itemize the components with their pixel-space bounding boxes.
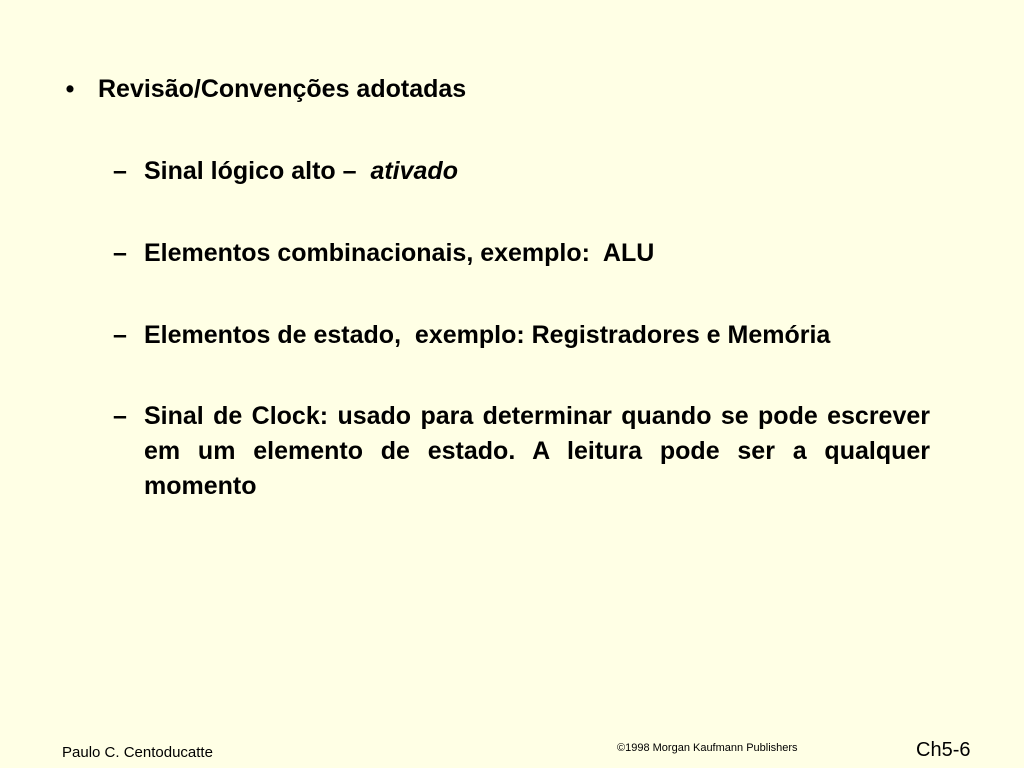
- bullet-dot-icon: •: [65, 75, 75, 103]
- sub-bullet-text: Sinal de Clock: usado para determinar quando se pode escrever em um elemento de estado. A leitura pode ser a qualquer momento: [144, 402, 930, 500]
- footer-copyright: [617, 741, 798, 755]
- copyright-icon: ©: [617, 742, 626, 754]
- sub-bullet: [110, 318, 930, 353]
- dash-icon: –: [113, 239, 127, 267]
- dash-icon: –: [113, 402, 127, 430]
- dash-icon: –: [113, 157, 127, 185]
- sub-bullet-text-plain: Sinal lógico alto –: [144, 157, 371, 185]
- dash-icon: –: [113, 321, 127, 349]
- sub-bullet: [110, 236, 930, 271]
- sub-bullet-text: Elementos combinacionais, exemplo: ALU: [144, 239, 655, 267]
- sub-bullet-text: [144, 154, 930, 189]
- sub-bullet-emphasis: ativado: [370, 157, 458, 185]
- copyright-text: 1998 Morgan Kaufmann Publishers: [625, 742, 798, 754]
- footer-author: Paulo C. Centoducatte: [62, 744, 213, 761]
- page-number: Ch5-6: [916, 739, 971, 761]
- sub-bullet-text: Elementos de estado, exemplo: Registradores e Memória: [144, 321, 831, 349]
- sub-bullet: [110, 399, 930, 504]
- main-bullet-text: Revisão/Convenções adotadas: [98, 75, 467, 103]
- sub-bullet: [110, 154, 930, 189]
